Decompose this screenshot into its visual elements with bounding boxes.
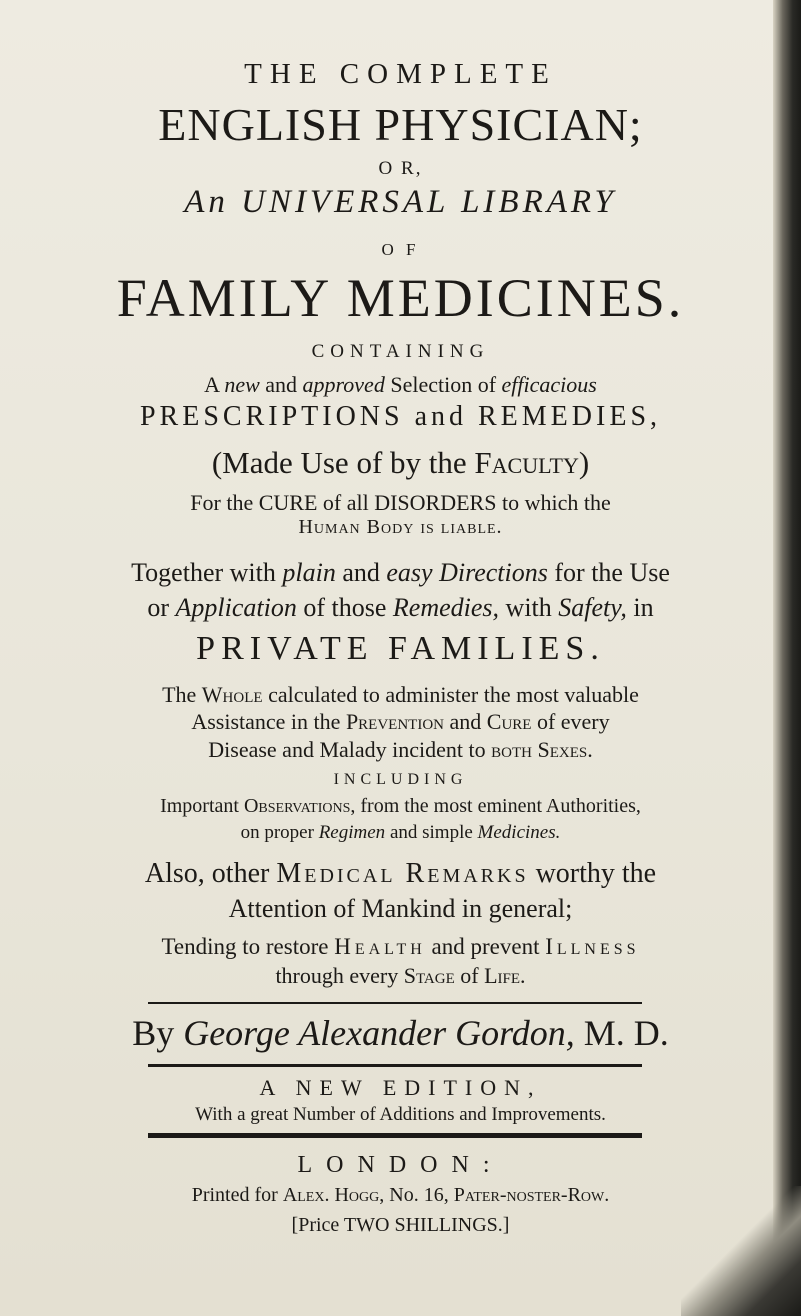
line-author: By George Alexander Gordon, M. D. — [132, 1013, 669, 1053]
line-prescriptions-remedies: PRESCRIPTIONS and REMEDIES, — [139, 401, 662, 432]
title-line-family-medicines: FAMILY MEDICINES. — [116, 268, 685, 328]
rule-above-author — [148, 1002, 642, 1004]
line-stage-of-life: through every Stage of Life. — [275, 963, 526, 988]
line-including: INCLUDING — [333, 771, 468, 788]
line-medical-remarks: Also, other Medical Remarks worthy the — [144, 858, 657, 889]
rule-above-imprint — [148, 1133, 642, 1138]
line-regimen-medicines: on proper Regimen and simple Medicines. — [240, 822, 561, 843]
line-made-use-faculty: (Made Use of by the Faculty) — [211, 445, 590, 480]
line-important-observations: Important Observations, from the most eminent Authorities, — [160, 795, 641, 817]
line-cure-disorders: For the CURE of all DISORDERS to which the — [190, 490, 611, 515]
title-line-universal-library: An UNIVERSAL LIBRARY — [184, 184, 617, 220]
line-printed-for: Printed for Alex. Hogg, No. 16, Pater-noster-Row. — [191, 1184, 610, 1206]
line-london: LONDON: — [297, 1152, 504, 1178]
line-private-families: PRIVATE FAMILIES. — [196, 630, 605, 667]
line-together-with: Together with plain and easy Directions for the Use — [131, 558, 670, 587]
line-new-edition: A NEW EDITION, — [259, 1075, 542, 1100]
line-whole-calculated: The Whole calculated to administer the most valuable — [162, 682, 639, 707]
title-line-english-physician: ENGLISH PHYSICIAN; — [158, 99, 643, 150]
line-assistance-prevention: Assistance in the Prevention and Cure of every — [191, 709, 610, 734]
title-line-the-complete: THE COMPLETE — [244, 58, 557, 90]
line-price: [Price TWO SHILLINGS.] — [291, 1214, 510, 1236]
line-disease-malady: Disease and Malady incident to both Sexes. — [208, 737, 593, 762]
line-additions-improvements: With a great Number of Additions and Improvements. — [195, 1104, 606, 1125]
line-restore-health: Tending to restore Health and prevent Illness — [161, 934, 640, 959]
line-human-body: Human Body is liable. — [298, 516, 503, 538]
line-attention-mankind: Attention of Mankind in general; — [228, 894, 573, 923]
rule-below-author — [148, 1064, 642, 1067]
title-line-or: O R, — [378, 158, 423, 179]
title-line-containing: CONTAINING — [311, 341, 490, 362]
line-new-approved-selection: A new and approved Selection of efficacious — [204, 372, 597, 397]
title-line-of: O F — [381, 240, 420, 259]
line-application-remedies: or Application of those Remedies, with Safety, in — [147, 593, 654, 622]
